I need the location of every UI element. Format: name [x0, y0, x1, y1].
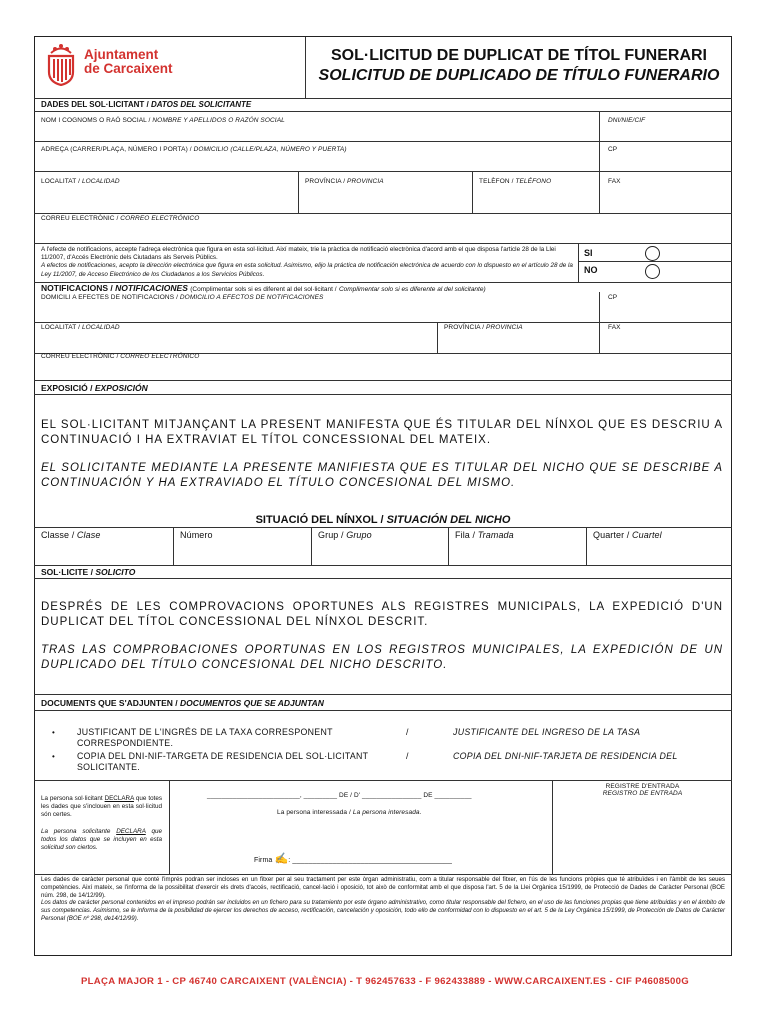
exposition-text: EL SOL·LICITANT MITJANÇANT LA PRESENT MANIFESTA QUE ÉS TITULAR DEL NÍNXOL QUE ES DESCRIU A CONTINUACIÓ I HA EXTRAVIAT EL TÍTOL CONCESSIONAL DEL MATEIX. EL SOLICITANTE MEDIANTE LA PRESENTE MANIFIESTA QUE ES TITULAR DEL NICHO QUE SE DESCRIBE A CONTINUACIÓN Y HA EXTRAVIADO EL TÍTULO CONCESIONAL DEL MISMO. — [41, 419, 723, 489]
document-item-ca: JUSTIFICANT DE L'INGRÉS DE LA TAXA CORRESPONENT CORRESPONDIENTE. — [77, 727, 333, 748]
niche-row-field[interactable]: Fila / Tramada — [455, 530, 514, 540]
consent-no-radio[interactable] — [645, 264, 660, 279]
niche-number-field[interactable]: Número — [180, 530, 213, 540]
phone-field[interactable]: TELÈFON / TELÉFONO — [479, 178, 552, 185]
request-section-title: SOL·LICITE / SOLICITO — [41, 567, 136, 577]
consent-yes-label: SI — [584, 248, 593, 258]
notification-province-field[interactable]: PROVÍNCIA / PROVINCIA — [444, 324, 523, 331]
consent-yes-radio[interactable] — [645, 246, 660, 261]
notification-fax-field[interactable]: FAX — [608, 324, 621, 331]
form-title-es: SOLICITUD DE DUPLICADO DE TÍTULO FUNERARIO — [318, 67, 720, 84]
document-item-sep: / — [406, 727, 409, 737]
niche-class-field[interactable]: Classe / Clase — [41, 530, 101, 540]
date-line[interactable]: _________________________, _________ DE / D' ________________ DE __________ — [207, 792, 472, 799]
niche-group-field[interactable]: Grup / Grupo — [318, 530, 372, 540]
exposition-section-title: EXPOSICIÓ / EXPOSICIÓN — [41, 383, 148, 393]
province-field[interactable]: PROVÍNCIA / PROVINCIA — [305, 178, 384, 185]
interested-party-label: La persona interessada / La persona interesada. — [277, 809, 422, 816]
notification-cp-field[interactable]: CP — [608, 294, 618, 301]
niche-section-title: SITUACIÓ DEL NÍNXOL / SITUACIÓN DEL NICHO — [255, 514, 511, 526]
niche-quarter-field[interactable]: Quarter / Cuartel — [593, 530, 662, 540]
footer-address: PLAÇA MAJOR 1 - CP 46740 CARCAIXENT (VALÈNCIA) - T 962457633 - F 962433889 - WWW.CARCAIXENT.ES - CIF P4608500G — [80, 976, 690, 987]
logo-line-1: Ajuntament — [84, 47, 159, 62]
address-field[interactable]: ADREÇA (CARRER/PLAÇA, NÚMERO I PORTA) / DOMICILIO (CALLE/PLAZA, NÚMERO Y PUERTA) — [41, 146, 347, 153]
notification-address-field[interactable]: DOMICILI A EFECTES DE NOTIFICACIONS / DOMICILIO A EFECTOS DE NOTIFICACIONES — [41, 294, 324, 301]
notification-locality-field[interactable]: LOCALITAT / LOCALIDAD — [41, 324, 120, 331]
consent-no-label: NO — [584, 265, 598, 275]
form-title-ca: SOL·LICITUD DE DUPLICAT DE TÍTOL FUNERARI — [331, 47, 707, 64]
document-item-sep: / — [406, 751, 409, 761]
name-field[interactable]: NOM I COGNOMS O RAÓ SOCIAL / NOMBRE Y APELLIDOS O RAZÓN SOCIAL — [41, 117, 285, 124]
email-field[interactable]: CORREU ELECTRÒNIC / CORREO ELECTRÓNICO — [41, 215, 200, 222]
cp-field[interactable]: CP — [608, 146, 618, 153]
document-item-ca: COPIA DEL DNI-NIF-TARGETA DE RESIDENCIA DEL SOL·LICITANT SOLICITANTE. — [77, 751, 369, 772]
locality-field[interactable]: LOCALITAT / LOCALIDAD — [41, 178, 120, 185]
consent-text: A l'efecte de notificacions, accepte l'adreça electrònica que figura en esta sol·licitud. Així mateix, trie la pràctica de notificació electrònica d'acord amb el que disposa l'article 28 de la Llei 11/2007, d'Accés Electrònic dels Ciutadans als Serveis Públics. A efectos de notificaciones, acepto la dirección electrónica que figura en esta solicitud. Asimismo, elijo la práctica de notificación electrónica de acuerdo con lo dispuesto en el artículo 28 de la Ley 11/2007, de Acceso Electrónico de los Ciudadanos a los Servicios Públicos. — [41, 246, 573, 278]
logo-line-2: de Carcaixent — [84, 61, 173, 76]
document-item-es: JUSTIFICANTE DEL INGRESO DE LA TASA — [453, 727, 641, 737]
privacy-notice: Les dades de caràcter personal que conté l'imprés podran ser incloses en un fitxer per al seu tractament per este òrgan administratiu, com a titular responsable del fitxer, en l'ús de les funcions pròpies que té atribuïdes i en l'àmbit de les seues competències. Així mateix, se l'informa de la possibilitat d'exercir els drets d'accés, rectificació, cancel·lació i oposició, tot això de conformitat amb el que disposa l'art. 5 de la Llei Orgànica 15/1999, de Protecció de Dades de Caràcter Personal (BOE núm. 298, de 14/12/99). Los datos de carácter personal contenidos en el impreso podrán ser incluidos en un fichero para su tratamiento por este órgano administrativo, como titular responsable del fichero, en el uso de las funciones propias que tiene atribuidas y en el ámbito de sus competencias. Asimismo, se le informa de la posibilidad de ejercer los derechos de acceso, rectificación, cancelación y oposición, todo ello de conformidad con lo dispuesto en el art. 5 de la Ley Orgánica 15/1999, de Protección de Datos de Carácter Personal (BOE nº 298, de14/12/99). — [41, 876, 725, 922]
fax-field[interactable]: FAX — [608, 178, 621, 185]
signature-field[interactable]: Firma ✍: ________________________________________ — [254, 853, 453, 865]
document-item-es: COPIA DEL DNI-NIF-TARJETA DE RESIDENCIA DEL — [453, 751, 678, 761]
document-bullet: • — [52, 728, 55, 737]
registry-stamp-area: REGISTRE D'ENTRADA REGISTRO DE ENTRADA — [602, 783, 683, 797]
documents-section-title: DOCUMENTS QUE S'ADJUNTEN / DOCUMENTOS QUE SE ADJUNTAN — [41, 698, 324, 708]
declaration-es: La persona solicitante DECLARA que todos los datos que se incluyen en esta solicitud son ciertos. — [41, 828, 163, 852]
document-bullet: • — [52, 752, 55, 761]
pen-icon: ✍ — [274, 853, 289, 865]
notifications-section-title: NOTIFICACIONS / NOTIFICACIONES (Complimentar sols si es diferent al del sol·licitant / Complimentar solo si es diferente al del solicitante) — [41, 283, 486, 293]
dni-field[interactable]: DNI/NIE/CIF — [608, 117, 646, 124]
request-text: DESPRÉS DE LES COMPROVACIONS OPORTUNES ALS REGISTRES MUNICIPALS, LA EXPEDICIÓ D'UN DUPLICAT DEL TÍTOL CONCESSIONAL DEL NÍNXOL DESCRIT. TRAS LAS COMPROBACIONES OPORTUNAS EN LOS REGISTROS MUNICIPALES, LA EXPEDICIÓN DE UN DUPLICADO DEL TÍTULO CONCESIONAL DEL NICHO DESCRITO. — [41, 601, 723, 671]
applicant-section-title: DADES DEL SOL·LICITANT / DATOS DEL SOLICITANTE — [41, 100, 252, 109]
notification-email-field[interactable]: CORREU ELECTRÒNIC / CORREO ELECTRÓNICO — [41, 353, 200, 360]
declaration-ca: La persona sol·licitant DECLARA que totes les dades que s'inclouen en esta sol·licitud són certes. — [41, 795, 162, 819]
